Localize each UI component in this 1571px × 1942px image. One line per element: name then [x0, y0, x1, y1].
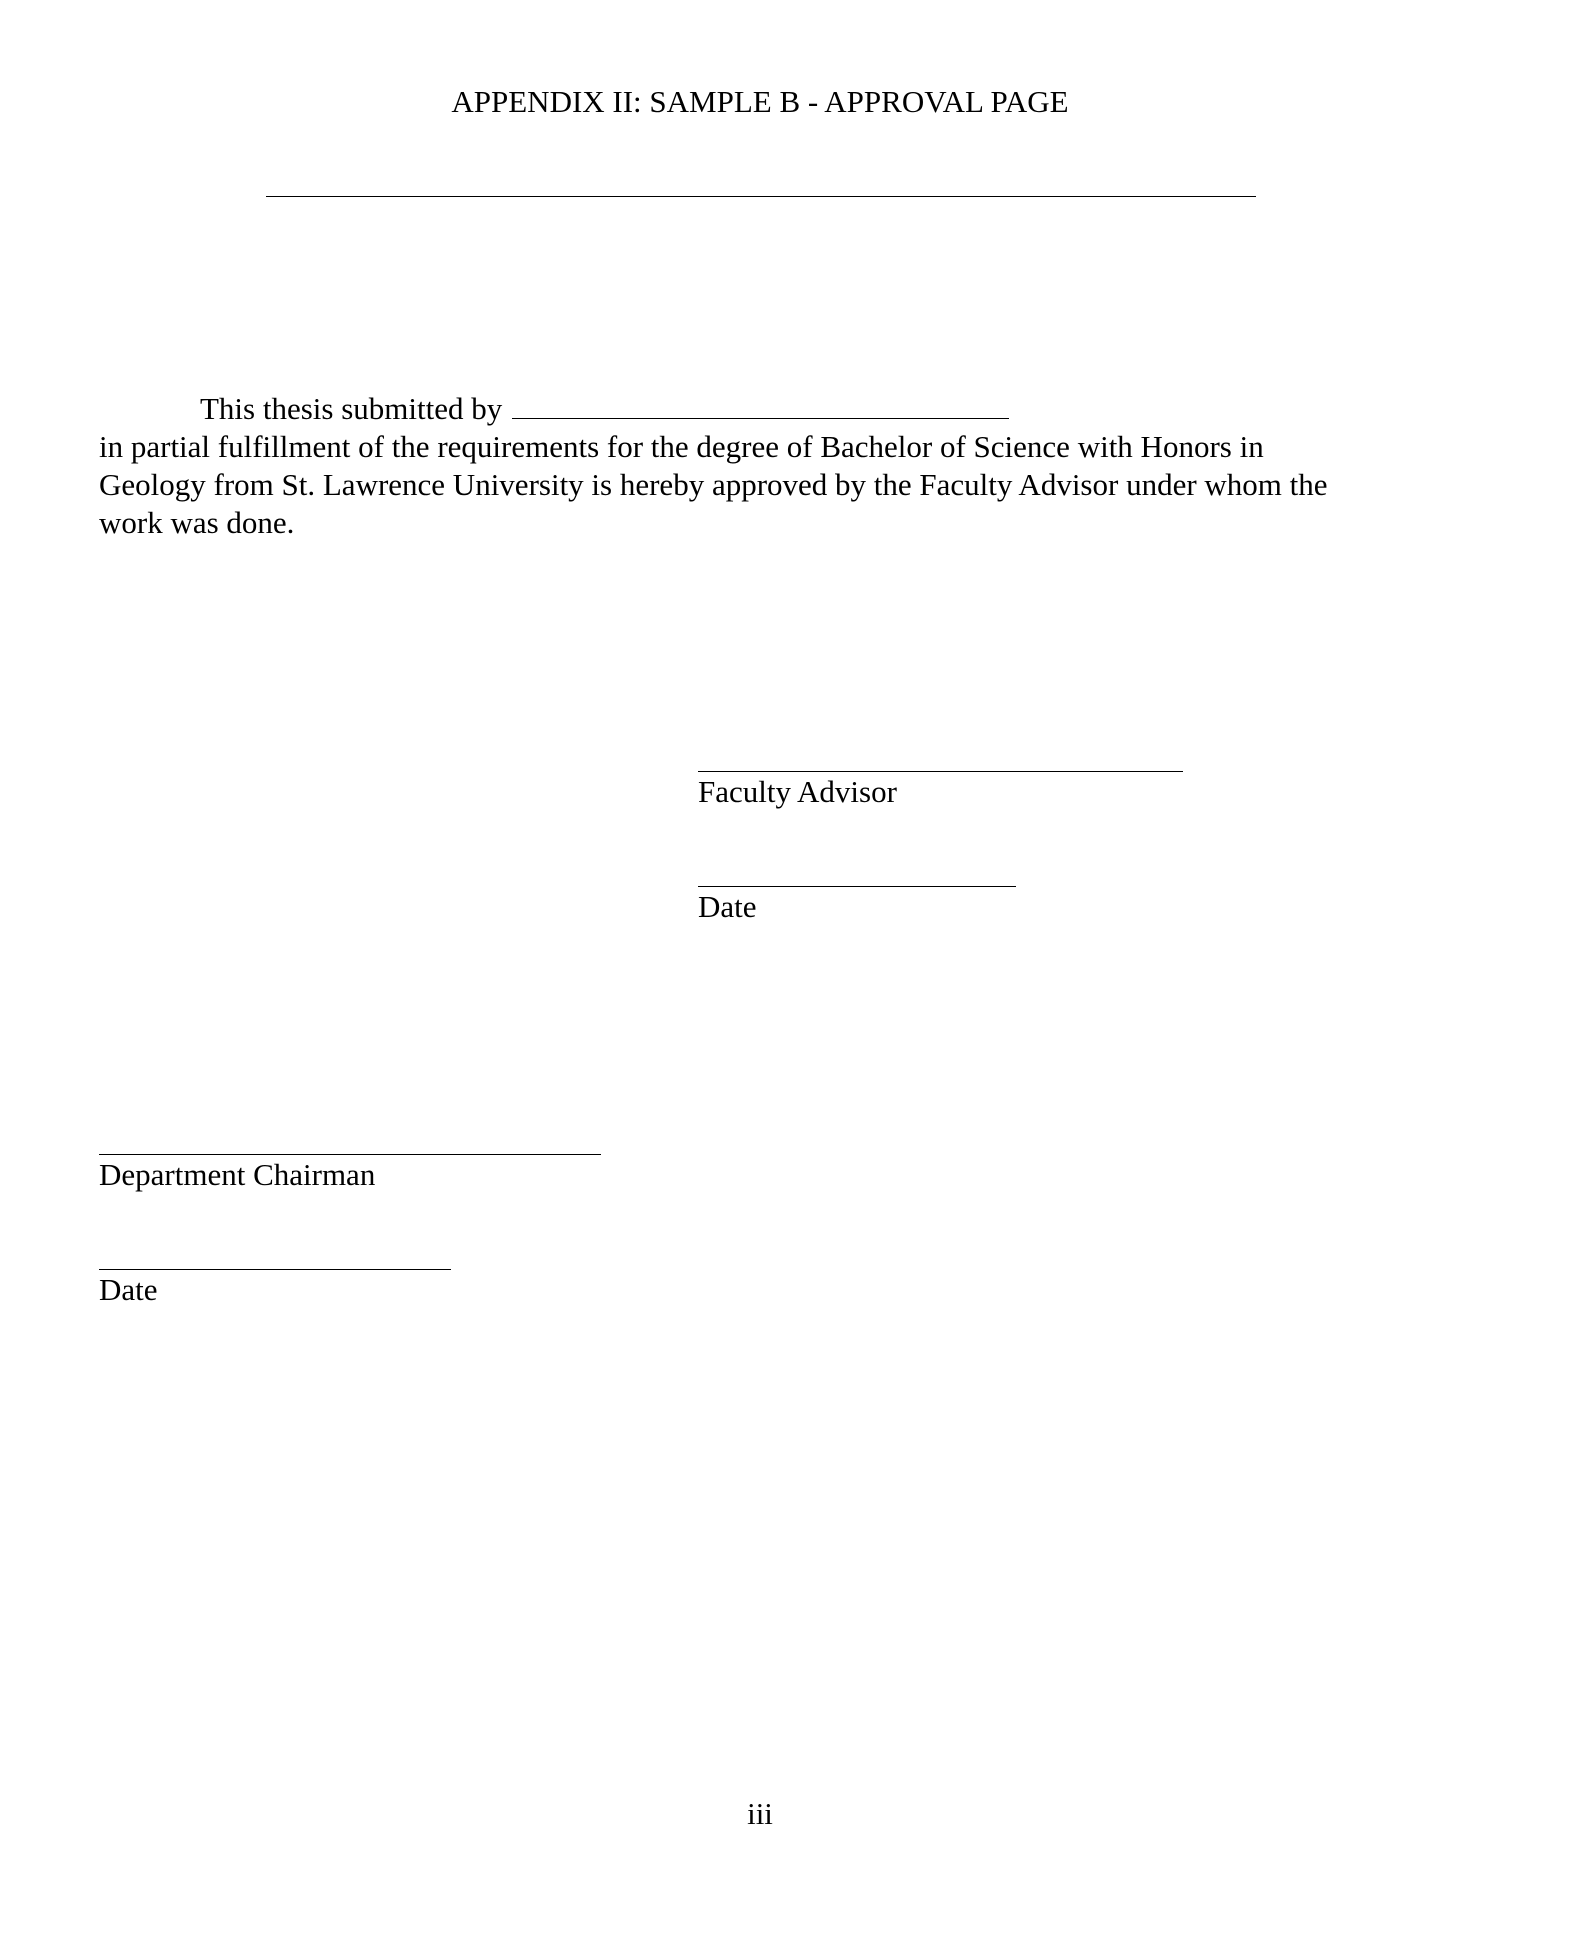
- statement-line-1: [99, 390, 1429, 428]
- chairman-date-label: Date: [99, 1272, 158, 1307]
- submitted-by-text: This thesis submitted by: [200, 391, 503, 426]
- page-number: iii: [747, 1796, 773, 1831]
- page-title: APPENDIX II: SAMPLE B - APPROVAL PAGE: [451, 84, 1069, 119]
- chairman-date-line: [99, 1269, 451, 1270]
- advisor-date-label: Date: [698, 889, 757, 924]
- statement-line-3: Geology from St. Lawrence University is hereby approved by the Faculty Advisor under whom the: [99, 467, 1328, 502]
- department-chairman-label: Department Chairman: [99, 1157, 376, 1192]
- statement-line-4: work was done.: [99, 505, 295, 540]
- department-chairman-signature-line: [99, 1154, 601, 1155]
- faculty-advisor-signature-line: [698, 771, 1183, 772]
- thesis-title-blank-line: [266, 196, 1256, 197]
- advisor-date-line: [698, 886, 1016, 887]
- statement-line-2: in partial fulfillment of the requirements for the degree of Bachelor of Science with Honors in: [99, 429, 1264, 464]
- student-name-blank-line: [512, 390, 1009, 419]
- faculty-advisor-label: Faculty Advisor: [698, 774, 897, 809]
- approval-statement: [99, 390, 1429, 542]
